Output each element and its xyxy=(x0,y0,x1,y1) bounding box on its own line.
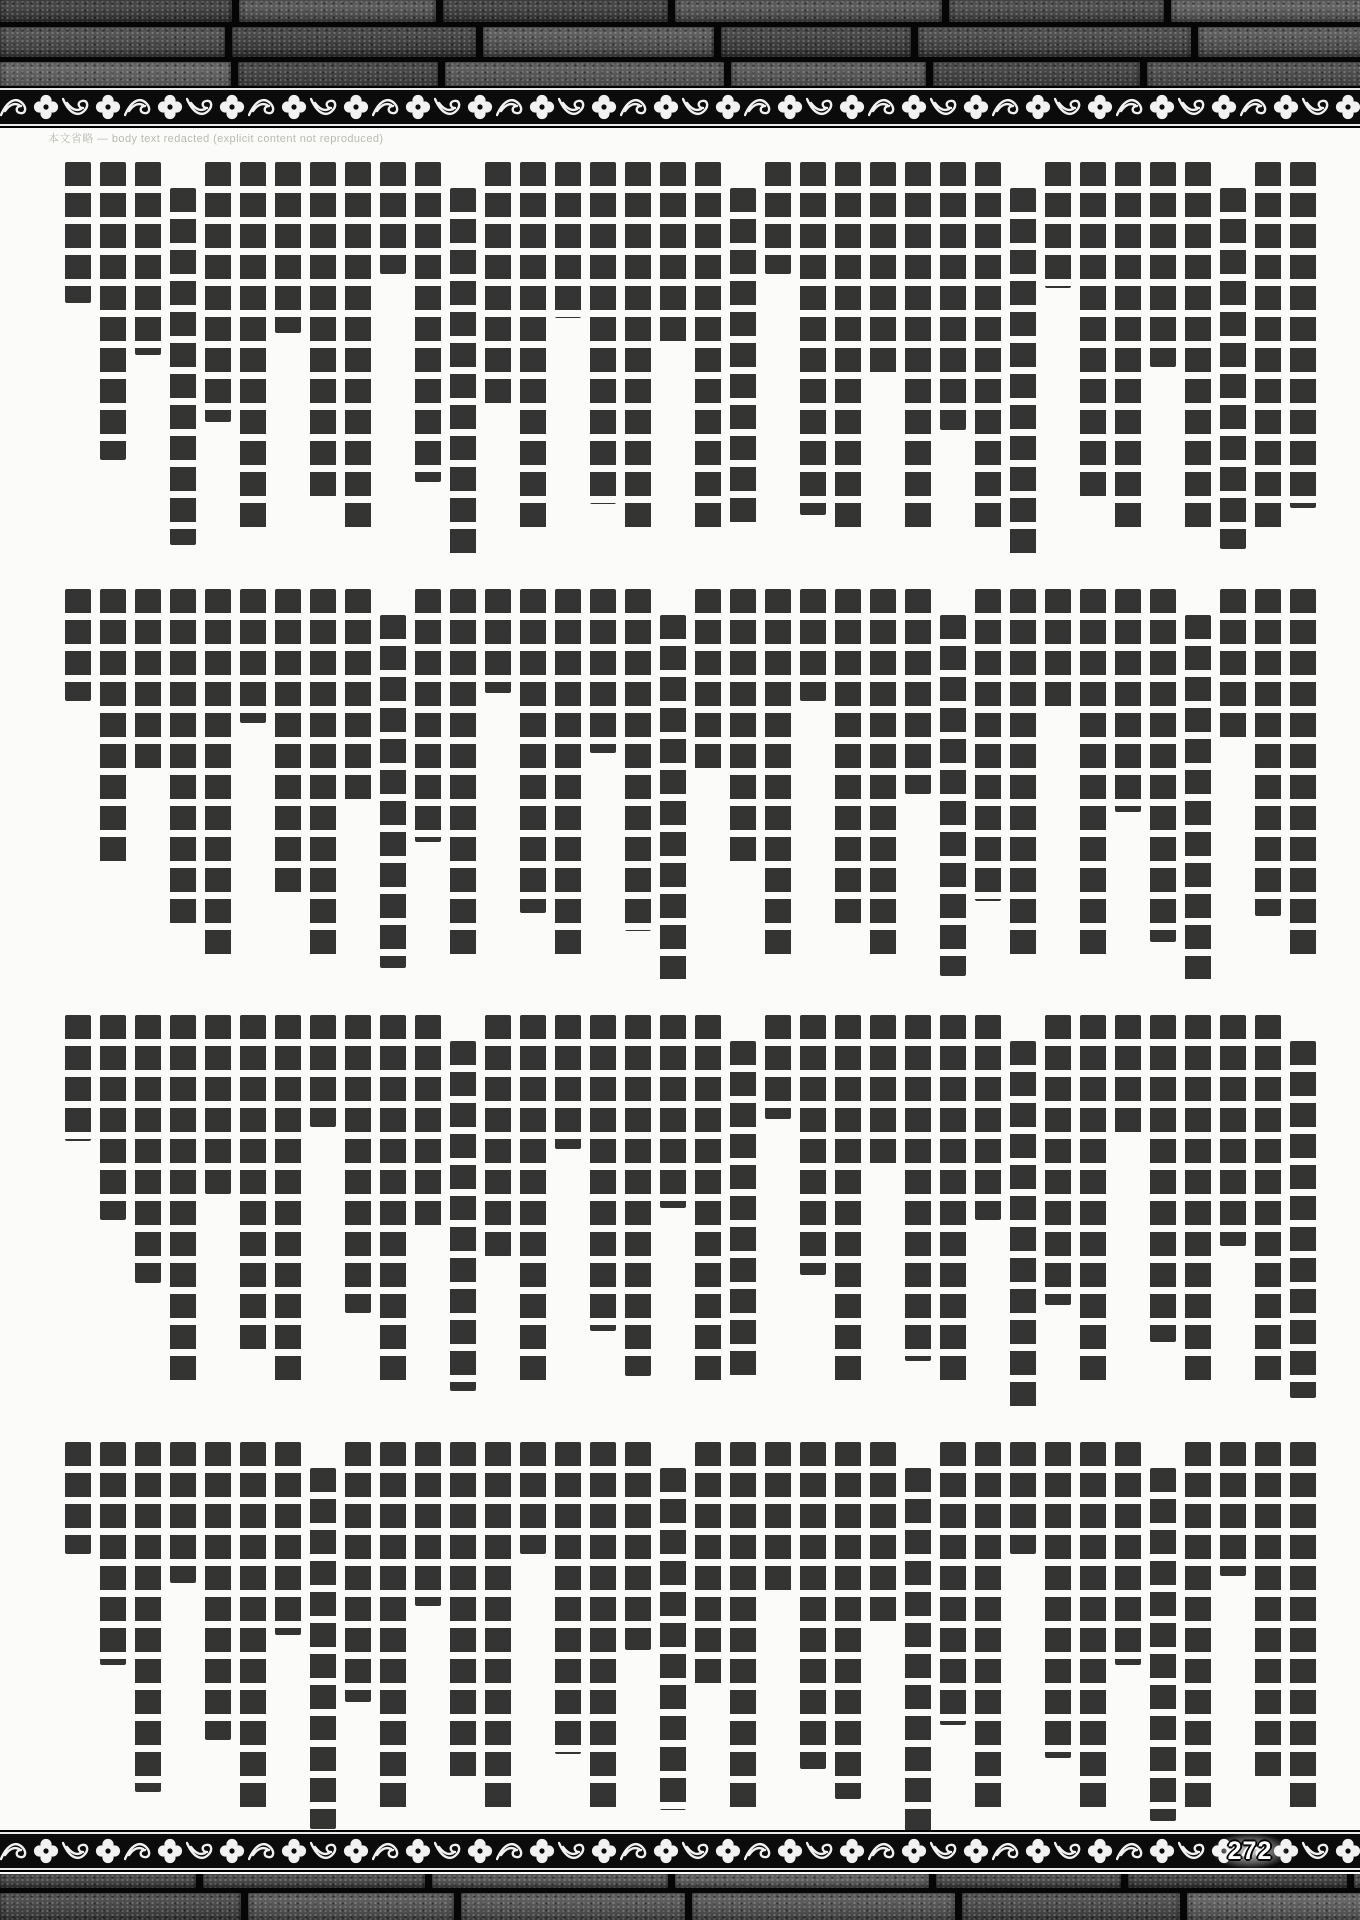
text-column-redacted xyxy=(65,1442,91,1554)
vine-and-flower-icon xyxy=(434,1837,496,1865)
brick xyxy=(432,1874,668,1888)
text-column-redacted xyxy=(940,1015,966,1387)
text-column-redacted xyxy=(415,1015,441,1231)
vine-and-flower-icon xyxy=(1116,1837,1178,1865)
text-column-redacted xyxy=(695,589,721,775)
text-column-redacted xyxy=(695,1442,721,1688)
text-column-redacted xyxy=(800,589,826,701)
text-row-1 xyxy=(0,126,1360,553)
text-column-redacted xyxy=(660,615,686,980)
text-column-redacted xyxy=(1185,615,1211,980)
brick xyxy=(1354,1874,1360,1888)
text-column-redacted xyxy=(415,589,441,842)
text-column-redacted xyxy=(135,1015,161,1283)
vine-and-flower-icon xyxy=(0,93,62,121)
text-column-redacted xyxy=(1220,1442,1246,1576)
text-column-redacted xyxy=(1150,1015,1176,1342)
text-column-redacted xyxy=(870,162,896,378)
text-column-redacted xyxy=(485,1442,511,1814)
text-column-redacted xyxy=(870,589,896,961)
brick xyxy=(675,0,942,22)
text-column-redacted xyxy=(940,615,966,976)
text-column-redacted xyxy=(275,589,301,894)
brick xyxy=(238,62,439,88)
text-column-redacted xyxy=(555,162,581,318)
text-column-redacted xyxy=(590,1015,616,1331)
text-column-redacted xyxy=(520,589,546,913)
text-column-redacted xyxy=(345,1015,371,1313)
brick xyxy=(248,1893,454,1920)
brick xyxy=(0,27,225,57)
text-column-redacted xyxy=(1150,589,1176,942)
brick-row xyxy=(0,1893,1360,1920)
text-column-redacted xyxy=(135,589,161,775)
text-column-redacted xyxy=(625,1015,651,1376)
text-column-redacted xyxy=(940,1442,966,1725)
brick xyxy=(445,62,723,88)
text-column-redacted xyxy=(65,589,91,701)
text-column-redacted xyxy=(310,1468,336,1829)
text-column-redacted xyxy=(905,589,931,794)
vine-and-flower-icon xyxy=(1178,93,1240,121)
text-column-redacted xyxy=(275,1015,301,1387)
text-column-redacted xyxy=(65,1015,91,1141)
text-column-redacted xyxy=(275,162,301,333)
vine-and-flower-icon xyxy=(1054,1837,1116,1865)
text-column-redacted xyxy=(975,589,1001,901)
text-column-redacted xyxy=(590,589,616,753)
text-column-redacted xyxy=(205,1015,231,1194)
vine-and-flower-icon xyxy=(868,93,930,121)
brick xyxy=(731,62,927,88)
text-column-redacted xyxy=(625,1442,651,1650)
vine-and-flower-icon xyxy=(124,93,186,121)
text-column-redacted xyxy=(730,1442,756,1814)
text-column-redacted xyxy=(170,1442,196,1583)
redaction-note: 本文省略 — body text redacted (explicit content not reproduced) xyxy=(48,133,384,145)
vine-and-flower-icon xyxy=(620,1837,682,1865)
text-column-redacted xyxy=(1010,589,1036,961)
text-column-redacted xyxy=(1185,1442,1211,1814)
text-column-redacted xyxy=(310,162,336,497)
text-column-redacted xyxy=(380,1442,406,1814)
vine-and-flower-icon xyxy=(682,93,744,121)
text-column-redacted xyxy=(520,162,546,534)
text-column-redacted xyxy=(100,589,126,864)
brick-row xyxy=(0,62,1360,88)
text-column-redacted xyxy=(1220,188,1246,549)
vine-and-flower-icon xyxy=(186,1837,248,1865)
vine-and-flower-icon xyxy=(558,93,620,121)
text-column-redacted xyxy=(450,589,476,961)
text-column-redacted xyxy=(1080,1015,1106,1387)
text-column-redacted xyxy=(1255,162,1281,534)
brick xyxy=(933,62,1139,88)
brick xyxy=(461,1893,686,1920)
vine-and-flower-icon xyxy=(806,1837,868,1865)
vine-and-flower-icon xyxy=(1240,93,1302,121)
text-column-redacted xyxy=(380,615,406,968)
text-column-redacted xyxy=(1115,162,1141,534)
brick xyxy=(918,27,1191,57)
text-column-redacted xyxy=(800,1442,826,1769)
text-column-redacted xyxy=(1290,1442,1316,1814)
text-column-redacted xyxy=(835,1015,861,1387)
text-column-redacted xyxy=(450,1442,476,1777)
text-column-redacted xyxy=(380,1015,406,1387)
text-column-redacted xyxy=(905,162,931,534)
text-column-redacted xyxy=(975,1442,1001,1814)
vine-and-flower-icon xyxy=(1302,1837,1360,1865)
text-column-redacted xyxy=(765,589,791,961)
brick xyxy=(721,27,910,57)
text-column-redacted xyxy=(660,162,686,348)
brick xyxy=(483,27,715,57)
text-column-redacted xyxy=(1115,589,1141,812)
vine-and-flower-icon xyxy=(1054,93,1116,121)
text-column-redacted xyxy=(800,162,826,515)
text-column-redacted xyxy=(695,1015,721,1387)
text-column-redacted xyxy=(1255,589,1281,916)
brick xyxy=(203,1874,425,1888)
text-column-redacted xyxy=(170,188,196,545)
brick xyxy=(692,1893,954,1920)
text-column-redacted xyxy=(1010,188,1036,553)
text-column-redacted xyxy=(275,1442,301,1635)
text-column-redacted xyxy=(450,1041,476,1391)
vine-and-flower-icon xyxy=(682,1837,744,1865)
brick xyxy=(949,0,1164,22)
vine-and-flower-icon xyxy=(868,1837,930,1865)
text-column-redacted xyxy=(415,1442,441,1606)
text-column-redacted xyxy=(660,1015,686,1208)
brick xyxy=(232,27,476,57)
text-column-redacted xyxy=(940,162,966,430)
page-number-plate xyxy=(1213,1834,1287,1868)
vine-and-flower-icon xyxy=(620,93,682,121)
text-column-redacted xyxy=(1185,1015,1211,1387)
text-column-redacted xyxy=(1080,162,1106,497)
text-column-redacted xyxy=(1045,162,1071,288)
brick xyxy=(0,0,232,22)
text-column-redacted xyxy=(1220,589,1246,738)
brick xyxy=(0,62,231,88)
ornament-band-bottom xyxy=(0,1832,1360,1870)
text-column-redacted xyxy=(835,1442,861,1799)
text-column-redacted xyxy=(1045,589,1071,712)
vine-and-flower-icon xyxy=(372,93,434,121)
text-column-redacted xyxy=(100,1442,126,1665)
vine-and-flower-icon xyxy=(434,93,496,121)
text-column-redacted xyxy=(205,162,231,422)
text-column-redacted xyxy=(590,1442,616,1814)
text-column-redacted xyxy=(415,162,441,482)
brick xyxy=(936,1874,1121,1888)
text-column-redacted xyxy=(1290,162,1316,508)
ornament-band-top xyxy=(0,88,1360,126)
text-column-redacted xyxy=(905,1468,931,1833)
text-column-redacted xyxy=(1185,162,1211,534)
text-column-redacted xyxy=(380,162,406,274)
vine-and-flower-icon xyxy=(186,93,248,121)
text-column-redacted xyxy=(730,1041,756,1376)
text-column-redacted xyxy=(625,162,651,534)
text-column-redacted xyxy=(1290,589,1316,961)
text-column-redacted xyxy=(1045,1015,1071,1305)
text-row-2 xyxy=(0,553,1360,980)
brick xyxy=(239,0,436,22)
brick xyxy=(443,0,669,22)
vine-and-flower-icon xyxy=(372,1837,434,1865)
text-column-redacted xyxy=(835,162,861,534)
vine-and-flower-icon xyxy=(248,1837,310,1865)
text-column-redacted xyxy=(485,589,511,693)
text-column-redacted xyxy=(345,589,371,805)
vine-and-flower-icon xyxy=(992,1837,1054,1865)
text-column-redacted xyxy=(555,1442,581,1754)
text-column-redacted xyxy=(485,162,511,408)
text-column-redacted xyxy=(135,162,161,355)
text-column-redacted xyxy=(135,1442,161,1792)
text-column-redacted xyxy=(520,1015,546,1387)
text-column-redacted xyxy=(1115,1015,1141,1134)
text-column-redacted xyxy=(1150,1468,1176,1821)
text-column-redacted xyxy=(975,162,1001,534)
vine-and-flower-icon xyxy=(992,93,1054,121)
brick xyxy=(0,1893,241,1920)
page-area xyxy=(0,126,1360,1832)
brick xyxy=(1187,1893,1360,1920)
vine-and-flower-icon xyxy=(310,1837,372,1865)
text-column-redacted xyxy=(205,589,231,961)
brick-row xyxy=(0,0,1360,22)
brick xyxy=(1128,1874,1348,1888)
text-column-redacted xyxy=(1290,1041,1316,1398)
text-column-redacted xyxy=(765,1015,791,1119)
vine-and-flower-icon xyxy=(558,1837,620,1865)
text-column-redacted xyxy=(170,1015,196,1387)
brick-row xyxy=(0,1874,1360,1888)
text-column-redacted xyxy=(100,1015,126,1220)
text-column-redacted xyxy=(1255,1015,1281,1387)
brick-wall-bottom xyxy=(0,1874,1360,1920)
text-column-redacted xyxy=(730,188,756,523)
brick xyxy=(1147,62,1360,88)
text-column-redacted xyxy=(1080,589,1106,961)
text-column-redacted xyxy=(100,162,126,460)
text-column-redacted xyxy=(765,162,791,274)
text-column-redacted xyxy=(1255,1442,1281,1777)
page-number: 272 xyxy=(1227,1836,1273,1865)
text-column-redacted xyxy=(765,1442,791,1591)
text-column-redacted xyxy=(310,1015,336,1127)
text-column-redacted xyxy=(800,1015,826,1275)
text-column-redacted xyxy=(170,589,196,924)
text-column-redacted xyxy=(485,1015,511,1257)
text-column-redacted xyxy=(555,1015,581,1149)
text-column-redacted xyxy=(1010,1041,1036,1406)
vine-and-flower-icon xyxy=(0,1837,62,1865)
brick xyxy=(1171,0,1360,22)
vine-and-flower-icon xyxy=(248,93,310,121)
text-column-redacted xyxy=(1150,162,1176,367)
vine-and-flower-icon xyxy=(124,1837,186,1865)
text-column-redacted xyxy=(660,1468,686,1810)
text-column-redacted xyxy=(975,1015,1001,1220)
text-column-redacted xyxy=(730,589,756,868)
text-column-redacted xyxy=(205,1442,231,1740)
text-column-redacted xyxy=(590,162,616,504)
vine-and-flower-icon xyxy=(496,1837,558,1865)
vine-and-flower-icon xyxy=(744,93,806,121)
text-column-redacted xyxy=(905,1015,931,1361)
vine-and-flower-icon xyxy=(930,93,992,121)
text-row-4 xyxy=(0,1406,1360,1833)
text-column-redacted xyxy=(625,589,651,931)
text-column-redacted xyxy=(310,589,336,961)
brick xyxy=(1198,27,1360,57)
brick xyxy=(0,1874,196,1888)
text-column-redacted xyxy=(555,589,581,961)
vine-and-flower-icon xyxy=(62,93,124,121)
text-column-redacted xyxy=(240,162,266,534)
text-column-redacted xyxy=(870,1015,896,1164)
brick xyxy=(675,1874,928,1888)
text-column-redacted xyxy=(870,1442,896,1628)
vine-and-flower-icon xyxy=(806,93,868,121)
text-column-redacted xyxy=(345,1442,371,1702)
text-column-redacted xyxy=(520,1442,546,1554)
text-row-3 xyxy=(0,979,1360,1406)
text-column-redacted xyxy=(1045,1442,1071,1758)
text-column-redacted xyxy=(1220,1015,1246,1246)
vine-and-flower-icon xyxy=(310,93,372,121)
brick xyxy=(962,1893,1180,1920)
vine-and-flower-icon xyxy=(744,1837,806,1865)
text-column-redacted xyxy=(240,589,266,723)
text-column-redacted xyxy=(1080,1442,1106,1814)
vine-and-flower-icon xyxy=(930,1837,992,1865)
vine-and-flower-icon xyxy=(496,93,558,121)
vine-and-flower-icon xyxy=(1302,93,1360,121)
text-column-redacted xyxy=(695,162,721,534)
text-column-redacted xyxy=(450,188,476,553)
vine-and-flower-icon xyxy=(62,1837,124,1865)
text-column-redacted xyxy=(345,162,371,534)
text-column-redacted xyxy=(240,1015,266,1350)
text-column-redacted xyxy=(835,589,861,924)
text-column-redacted xyxy=(240,1442,266,1814)
text-column-redacted xyxy=(65,162,91,303)
text-column-redacted xyxy=(1115,1442,1141,1665)
vine-and-flower-icon xyxy=(1116,93,1178,121)
text-column-redacted xyxy=(1010,1442,1036,1554)
brick-row xyxy=(0,27,1360,57)
brick-wall-top xyxy=(0,0,1360,88)
